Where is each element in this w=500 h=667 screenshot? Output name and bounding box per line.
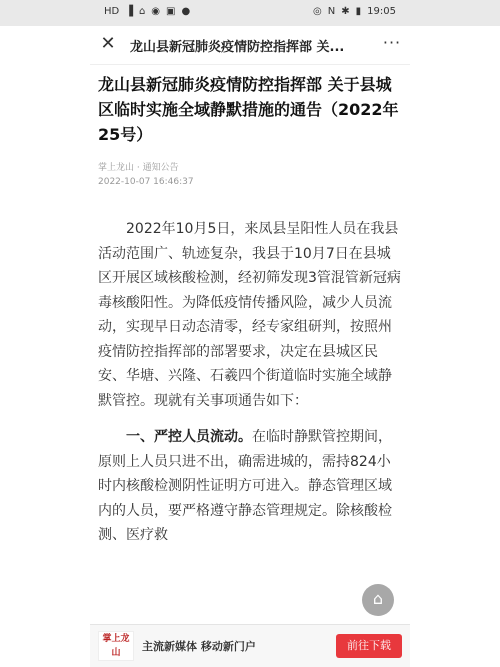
download-button[interactable]: 前往下载 <box>336 634 402 658</box>
hd-icon: HD <box>104 6 120 17</box>
nfc-icon: N <box>327 6 336 17</box>
top-nav-bar <box>90 26 410 65</box>
wifi-icon: ⌂ <box>138 6 146 17</box>
battery-icon: ▮ <box>355 6 362 17</box>
back-to-top-button[interactable]: ⌂ <box>362 584 394 616</box>
section-1-text: 在临时静默管控期间，原则上人员只进不出，确需进城的，需持824小时内核酸检测阴性证明方可进入。静态管理区域内的人员，要严格遵守静态管理规定。除核酸检测、医疗救 <box>98 429 392 543</box>
nav-title: 龙山县新冠肺炎疫情防控指挥部 关... <box>130 40 345 55</box>
status-time: 19:05 <box>367 6 396 17</box>
more-options-icon[interactable]: ··· <box>382 33 402 52</box>
close-icon[interactable]: ✕ <box>100 33 116 54</box>
location-icon: ◉ <box>151 6 161 17</box>
eye-icon: ◎ <box>313 6 322 17</box>
status-bar <box>0 0 500 26</box>
article-headline: 龙山县新冠肺炎疫情防控指挥部 关于县城区临时实施全域静默措施的通告（2022年25号） <box>98 75 399 144</box>
article-paragraph-1: 2022年10月5日，来凤县呈阳性人员在我县活动范围广、轨迹复杂，我县于10月7日在县城区开展区域核酸检测，经初筛发现3管混管新冠病毒核酸阳性。为降低疫情传播风险，减少人员流动，实现早日动态清零，经专家组研判，按照州疫情防控指挥部的部署要求，决定在县城区民安、华塘、兴隆、石羲四个街道临时实施全域静默管控。现就有关事项通告如下： <box>98 221 401 409</box>
section-1-title: 一、严控人员流动。 <box>126 429 252 445</box>
notification-icon: ▣ <box>166 6 176 17</box>
status-left-icons <box>104 6 190 18</box>
article-source[interactable]: 掌上龙山 · 通知公告 <box>98 163 179 173</box>
app-logo: 掌上龙山 <box>98 631 134 661</box>
article-paragraph-2 <box>98 425 404 548</box>
article-content <box>98 72 404 548</box>
right-margin <box>410 26 500 666</box>
article-meta <box>98 161 404 189</box>
banner-slogan: 主流新媒体 移动新门户 <box>142 640 256 653</box>
bluetooth-icon: ✱ <box>341 6 350 17</box>
status-right-icons <box>313 6 396 18</box>
bottom-download-banner <box>90 624 410 667</box>
article-datetime: 2022-10-07 16:46:37 <box>98 177 194 187</box>
app-icon: ● <box>181 6 191 17</box>
signal-icon: ▐ <box>125 6 133 17</box>
left-margin <box>0 26 90 666</box>
